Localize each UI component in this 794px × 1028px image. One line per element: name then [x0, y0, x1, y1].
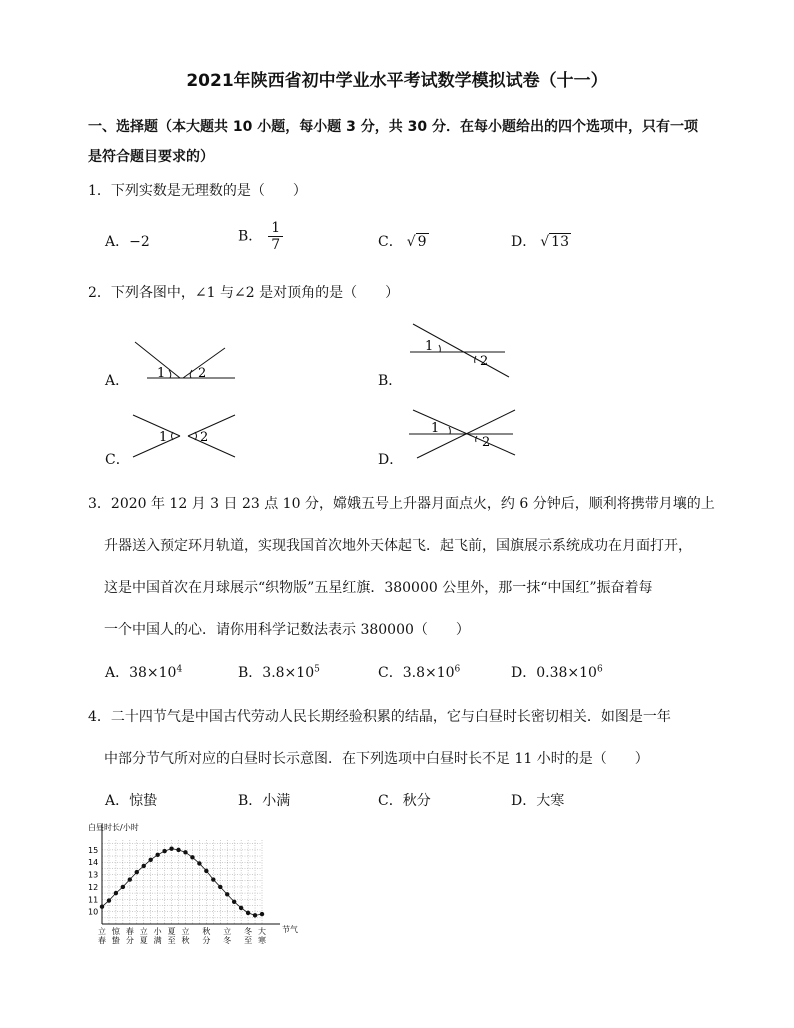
- sqrt-expression: √ 9: [406, 234, 427, 250]
- q4-option-b: B．小满: [238, 793, 291, 809]
- q1-option-c-label: C．: [378, 234, 403, 250]
- exponent: 6: [454, 664, 461, 675]
- x-tick-label: 大: [258, 927, 266, 936]
- y-tick-label: 10: [88, 907, 99, 917]
- q3-line4: 一个中国人的心．请你用科学记数法表示 380000（ ）: [104, 622, 470, 638]
- q2-option-d-label: D．: [378, 452, 404, 468]
- q3-option-c-base: C．3.8×10: [378, 665, 455, 681]
- angle-1-label: 1: [431, 421, 440, 436]
- angle-2-label: 2: [198, 366, 207, 381]
- x-tick-label: 立: [181, 927, 190, 936]
- q3-line1: 3．2020 年 12 月 3 日 23 点 10 分，嫦娥五号上升器月面点火，约 6 分钟后，顺利将携带月壤的上: [88, 496, 715, 512]
- angle-1-label: 1: [159, 430, 168, 445]
- section-header-line2: 是符合题目要求的）: [88, 149, 214, 165]
- angle-1-label: 1: [425, 339, 434, 354]
- data-point: [121, 885, 125, 889]
- x-tick-label: 立: [223, 927, 232, 936]
- angle-arc: [195, 432, 197, 440]
- x-tick-label: 寒: [258, 936, 266, 945]
- data-point: [253, 913, 257, 917]
- angle-1-label: 1: [157, 366, 166, 381]
- x-tick-label: 立: [139, 927, 148, 936]
- angle-figure-d: [405, 400, 525, 465]
- data-point: [204, 869, 208, 873]
- data-point: [260, 912, 264, 916]
- data-point: [246, 911, 250, 915]
- x-tick-label: 冬: [244, 927, 253, 936]
- x-tick-label: 春: [98, 936, 106, 945]
- x-tick-label: 小: [153, 927, 162, 936]
- angle-arc: [169, 370, 171, 378]
- q2-option-c-label: C．: [105, 452, 130, 468]
- exponent: 5: [314, 664, 320, 675]
- q1-option-d: [511, 231, 571, 251]
- section-header-line1: 一、选择题（本大题共 10 小题，每小题 3 分，共 30 分．在每小题给出的四个选项中，只有一项: [88, 119, 698, 135]
- data-point: [148, 858, 152, 862]
- y-tick-label: 11: [88, 895, 99, 905]
- x-tick-label: 夏: [167, 927, 176, 936]
- daylight-hours-chart: [86, 818, 306, 953]
- data-point: [114, 891, 118, 895]
- angle-arc: [449, 427, 450, 434]
- angle-arc: [190, 370, 192, 378]
- q4-option-a: A．惊蛰: [105, 793, 158, 809]
- x-tick-label: 至: [167, 936, 176, 945]
- exponent: 6: [596, 664, 603, 675]
- q4-line1: 4．二十四节气是中国古代劳动人民长期经验积累的结晶，它与白昼时长密切相关．如图是一年: [88, 709, 671, 725]
- data-point: [155, 853, 159, 857]
- q3-option-d: [511, 662, 603, 682]
- angle-arc: [172, 432, 174, 440]
- exponent: 4: [176, 664, 183, 675]
- q3-line2: 升器送入预定环月轨道，实现我国首次地外天体起飞．起飞前，国旗展示系统成功在月面打开，: [104, 538, 692, 554]
- q4-line2: 中部分节气所对应的白昼时长示意图．在下列选项中白昼时长不足 11 小时的是（ ）: [104, 751, 649, 767]
- data-point: [197, 861, 201, 865]
- denominator: 7: [271, 237, 281, 253]
- q3-option-b: [238, 662, 320, 682]
- angle-2-label: 2: [480, 354, 489, 369]
- q2-option-b-label: B．: [378, 373, 403, 389]
- y-tick-label: 13: [88, 870, 99, 880]
- q1-option-d-label: D．: [511, 234, 537, 250]
- page-title: 2021年陕西省初中学业水平考试数学模拟试卷（十一）: [186, 71, 608, 91]
- angle-arc: [476, 436, 477, 442]
- x-tick-label: 蛰: [111, 936, 120, 945]
- angle-figure-b: [405, 320, 520, 385]
- radicand: 13: [551, 234, 569, 250]
- q1-option-c: [378, 231, 429, 251]
- q3-option-c: [378, 662, 460, 682]
- x-tick-label: 秋: [181, 936, 190, 945]
- q3-option-a-base: A．38×10: [105, 665, 177, 681]
- data-point: [218, 885, 222, 889]
- q3-option-d-base: D．0.38×10: [511, 665, 597, 681]
- x-tick-label: 春: [125, 927, 134, 936]
- q4-option-d: D．大寒: [511, 793, 565, 809]
- angle-figure-a: [125, 340, 245, 390]
- y-tick-label: 12: [88, 882, 99, 892]
- x-tick-label: 满: [153, 936, 162, 945]
- data-point: [239, 906, 243, 910]
- q2-option-a-label: A．: [105, 373, 130, 389]
- y-axis-title: 白昼时长/小时: [88, 823, 139, 832]
- data-point: [176, 848, 180, 852]
- data-point: [183, 850, 187, 854]
- line: [413, 410, 515, 455]
- angle-2-label: 2: [200, 430, 209, 445]
- sqrt-expression: √ 13: [540, 234, 569, 250]
- q1-option-b-label: B．: [238, 228, 263, 245]
- data-point: [190, 855, 194, 859]
- q4-option-c: C．秋分: [378, 793, 431, 809]
- y-tick-label: 15: [88, 845, 99, 855]
- data-point: [107, 898, 111, 902]
- x-tick-label: 秋: [202, 927, 211, 936]
- numerator: 1: [268, 220, 283, 237]
- x-tick-label: 冬: [223, 936, 232, 945]
- x-tick-label: 立: [98, 927, 106, 936]
- q3-option-a: [105, 662, 182, 682]
- angle-arc: [439, 345, 440, 352]
- data-point: [100, 905, 104, 909]
- x-tick-label: 分: [125, 936, 134, 945]
- q3-line3: 这是中国首次在月球展示“织物版”五星红旗．380000 公里外，那一抹“中国红”振奋着每: [104, 580, 653, 596]
- q2-stem: 2．下列各图中，∠1 与∠2 是对顶角的是（ ）: [88, 285, 400, 301]
- data-point: [232, 900, 236, 904]
- x-tick-label: 夏: [139, 936, 148, 945]
- angle-figure-c: [125, 410, 245, 465]
- x-tick-label: 至: [244, 936, 253, 945]
- q1-option-b: [238, 220, 283, 253]
- q1-option-a: A．−2: [105, 234, 150, 250]
- x-tick-label: 分: [202, 936, 211, 945]
- data-point: [128, 877, 132, 881]
- data-point: [162, 849, 166, 853]
- data-point: [135, 870, 139, 874]
- data-point: [142, 864, 146, 868]
- y-tick-label: 14: [88, 858, 99, 868]
- angle-arc: [475, 356, 476, 363]
- data-point: [211, 877, 215, 881]
- angle-2-label: 2: [482, 435, 491, 450]
- x-tick-label: 惊: [111, 927, 120, 936]
- q3-option-b-base: B．3.8×10: [238, 665, 315, 681]
- radicand: 9: [417, 234, 427, 250]
- x-axis-title: 节气: [282, 925, 298, 934]
- data-point: [169, 846, 173, 850]
- data-point: [225, 892, 229, 896]
- q1-stem: 1．下列实数是无理数的是（ ）: [88, 183, 307, 199]
- fraction: [268, 220, 283, 253]
